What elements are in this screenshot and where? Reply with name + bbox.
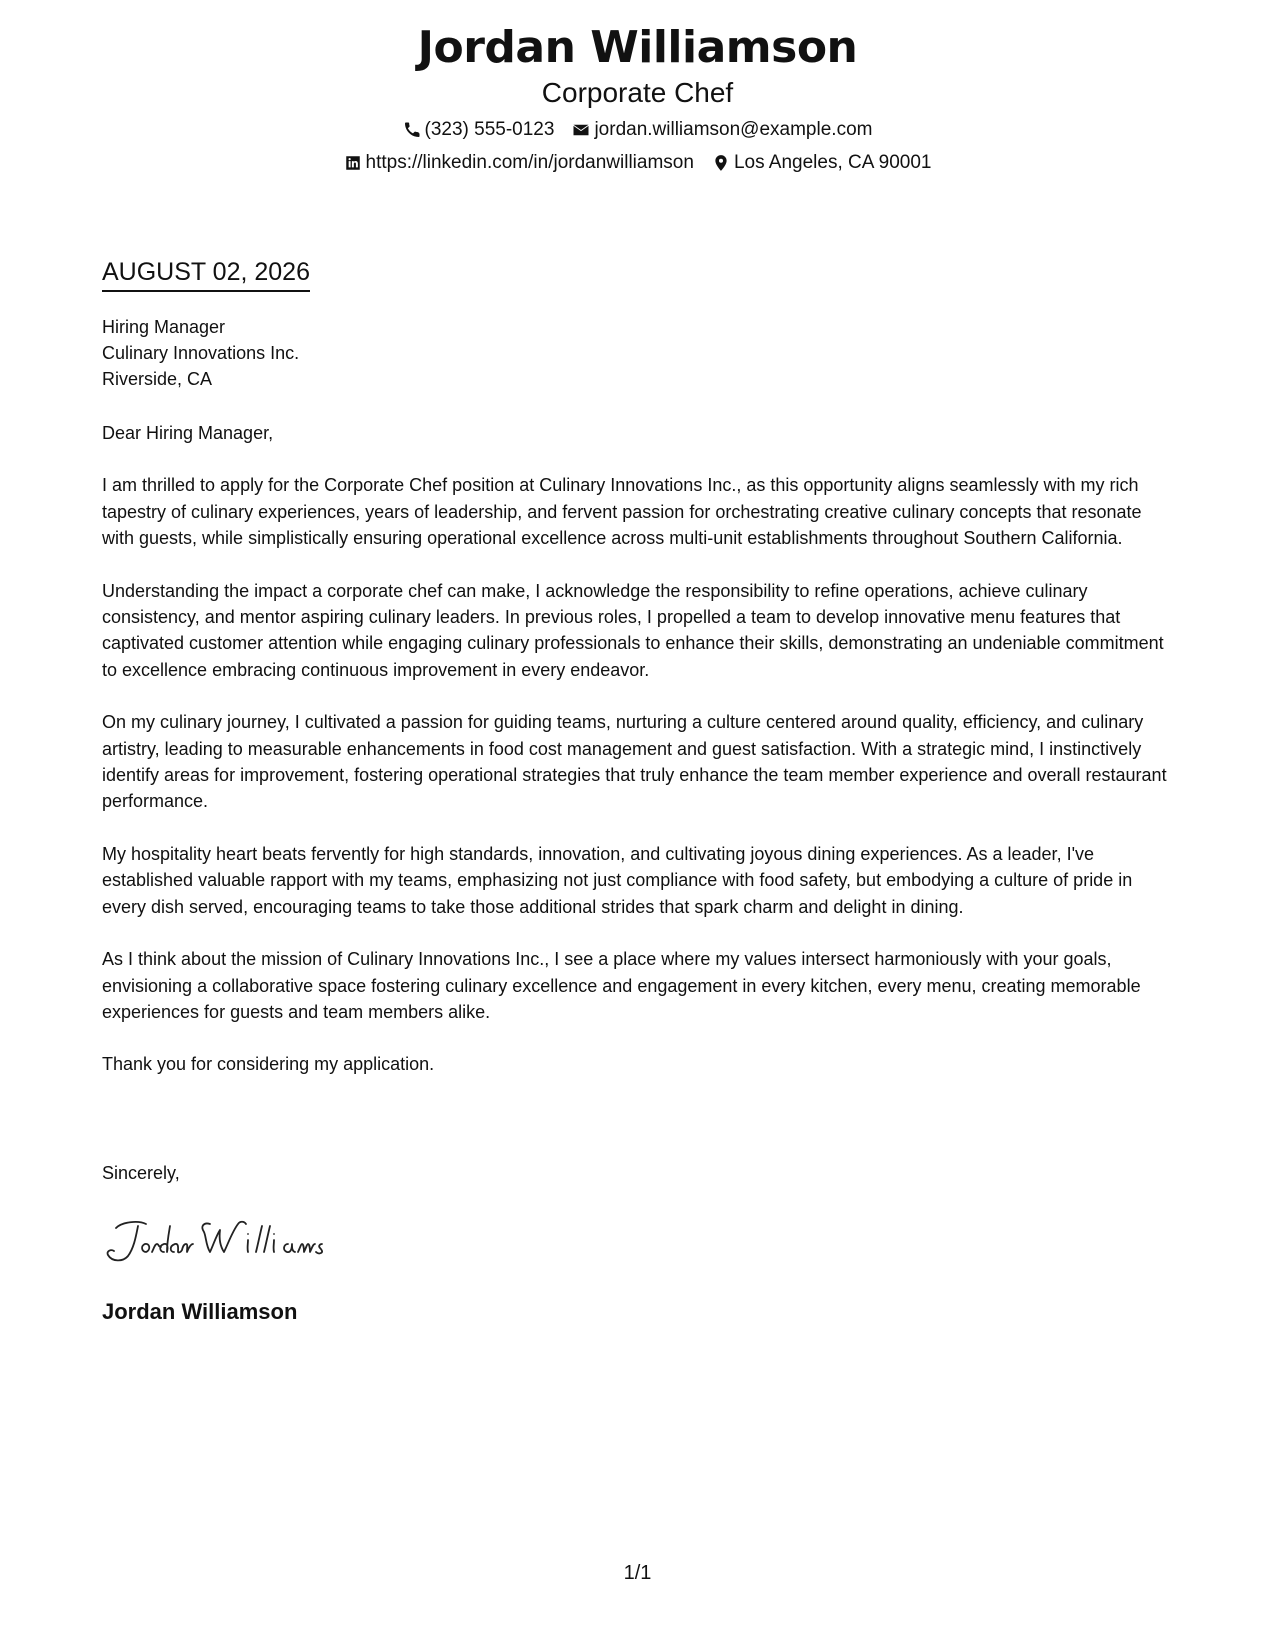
recipient-line-2: Culinary Innovations Inc. bbox=[102, 343, 300, 363]
recipient-line-1: Hiring Manager bbox=[102, 317, 226, 337]
salutation: Dear Hiring Manager, bbox=[102, 423, 274, 443]
body-paragraph: Understanding the impact a corporate chef can make, I acknowledge the responsibility to refine operations, achieve culinary consistency, and mentor aspiring culinary leaders. In previous roles, I propelled a team to develop innovative menu features that captivated customer attention while engaging culinary professionals to enhance their skills, demonstrating an undeniable commitment to excellence embracing continuous improvement in every endeavor. bbox=[102, 580, 1164, 680]
body-paragraph: My hospitality heart beats fervently for high standards, innovation, and cultivating joyous dining experiences. As a leader, I've established valuable rapport with my teams, emphasizing not just compliance with food safety, but embodying a culture of pride in every dish served, encouraging teams to take those additional strides that spark charm and delight in dining. bbox=[102, 843, 1133, 917]
recipient-block bbox=[102, 314, 1177, 392]
location-contact bbox=[712, 151, 932, 175]
closing: Sincerely, bbox=[102, 1163, 180, 1183]
phone-icon bbox=[403, 121, 421, 139]
recipient-line-3: Riverside, CA bbox=[102, 369, 213, 389]
body-paragraph: I am thrilled to apply for the Corporate Chef position at Culinary Innovations Inc., as this opportunity aligns seamlessly with my rich tapestry of culinary experiences, years of leadership, and fervent passion for orchestrating creative culinary concepts that resonate with guests, while simplistically ensuring operational excellence across multi-unit establishments throughout Southern California. bbox=[102, 475, 1142, 549]
phone-number: (323) 555-0123 bbox=[424, 119, 555, 140]
body-paragraph: Thank you for considering my application. bbox=[102, 1054, 435, 1075]
contact-row-2 bbox=[0, 151, 1275, 175]
letter-body bbox=[102, 420, 1177, 1104]
handwritten-signature bbox=[102, 1214, 382, 1268]
linkedin-url[interactable]: https://linkedin.com/in/jordanwilliamson bbox=[365, 152, 694, 173]
envelope-icon bbox=[572, 121, 590, 139]
applicant-title: Corporate Chef bbox=[541, 77, 734, 108]
email-address[interactable]: jordan.williamson@example.com bbox=[594, 119, 873, 140]
contact-row-1 bbox=[0, 118, 1275, 142]
signed-name: Jordan Williamson bbox=[102, 1299, 298, 1324]
linkedin-contact[interactable] bbox=[344, 151, 694, 175]
email-contact[interactable] bbox=[572, 118, 872, 142]
phone-contact bbox=[403, 118, 555, 142]
linkedin-icon bbox=[344, 154, 362, 172]
body-paragraph: As I think about the mission of Culinary Innovations Inc., I see a place where my values intersect harmoniously with your goals, envisioning a collaborative space fostering culinary excellence and engagement in every kitchen, every menu, creating memorable experiences for guests and team members alike. bbox=[102, 949, 1141, 1022]
page-number: 1/1 bbox=[623, 1562, 652, 1584]
applicant-name: Jordan Williamson bbox=[417, 22, 858, 73]
location-text: Los Angeles, CA 90001 bbox=[733, 152, 932, 173]
letter-header bbox=[0, 20, 1275, 175]
body-paragraph: On my culinary journey, I cultivated a passion for guiding teams, nurturing a culture centered around quality, efficiency, and culinary artistry, leading to measurable enhancements in food cost management and guest satisfaction. With a strategic mind, I instinctively identify areas for improvement, fostering operational strategies that truly enhance the team member experience and overall restaurant performance. bbox=[102, 712, 1167, 812]
letter-date: AUGUST 02, 2026 bbox=[102, 256, 310, 292]
map-marker-icon bbox=[712, 154, 730, 172]
